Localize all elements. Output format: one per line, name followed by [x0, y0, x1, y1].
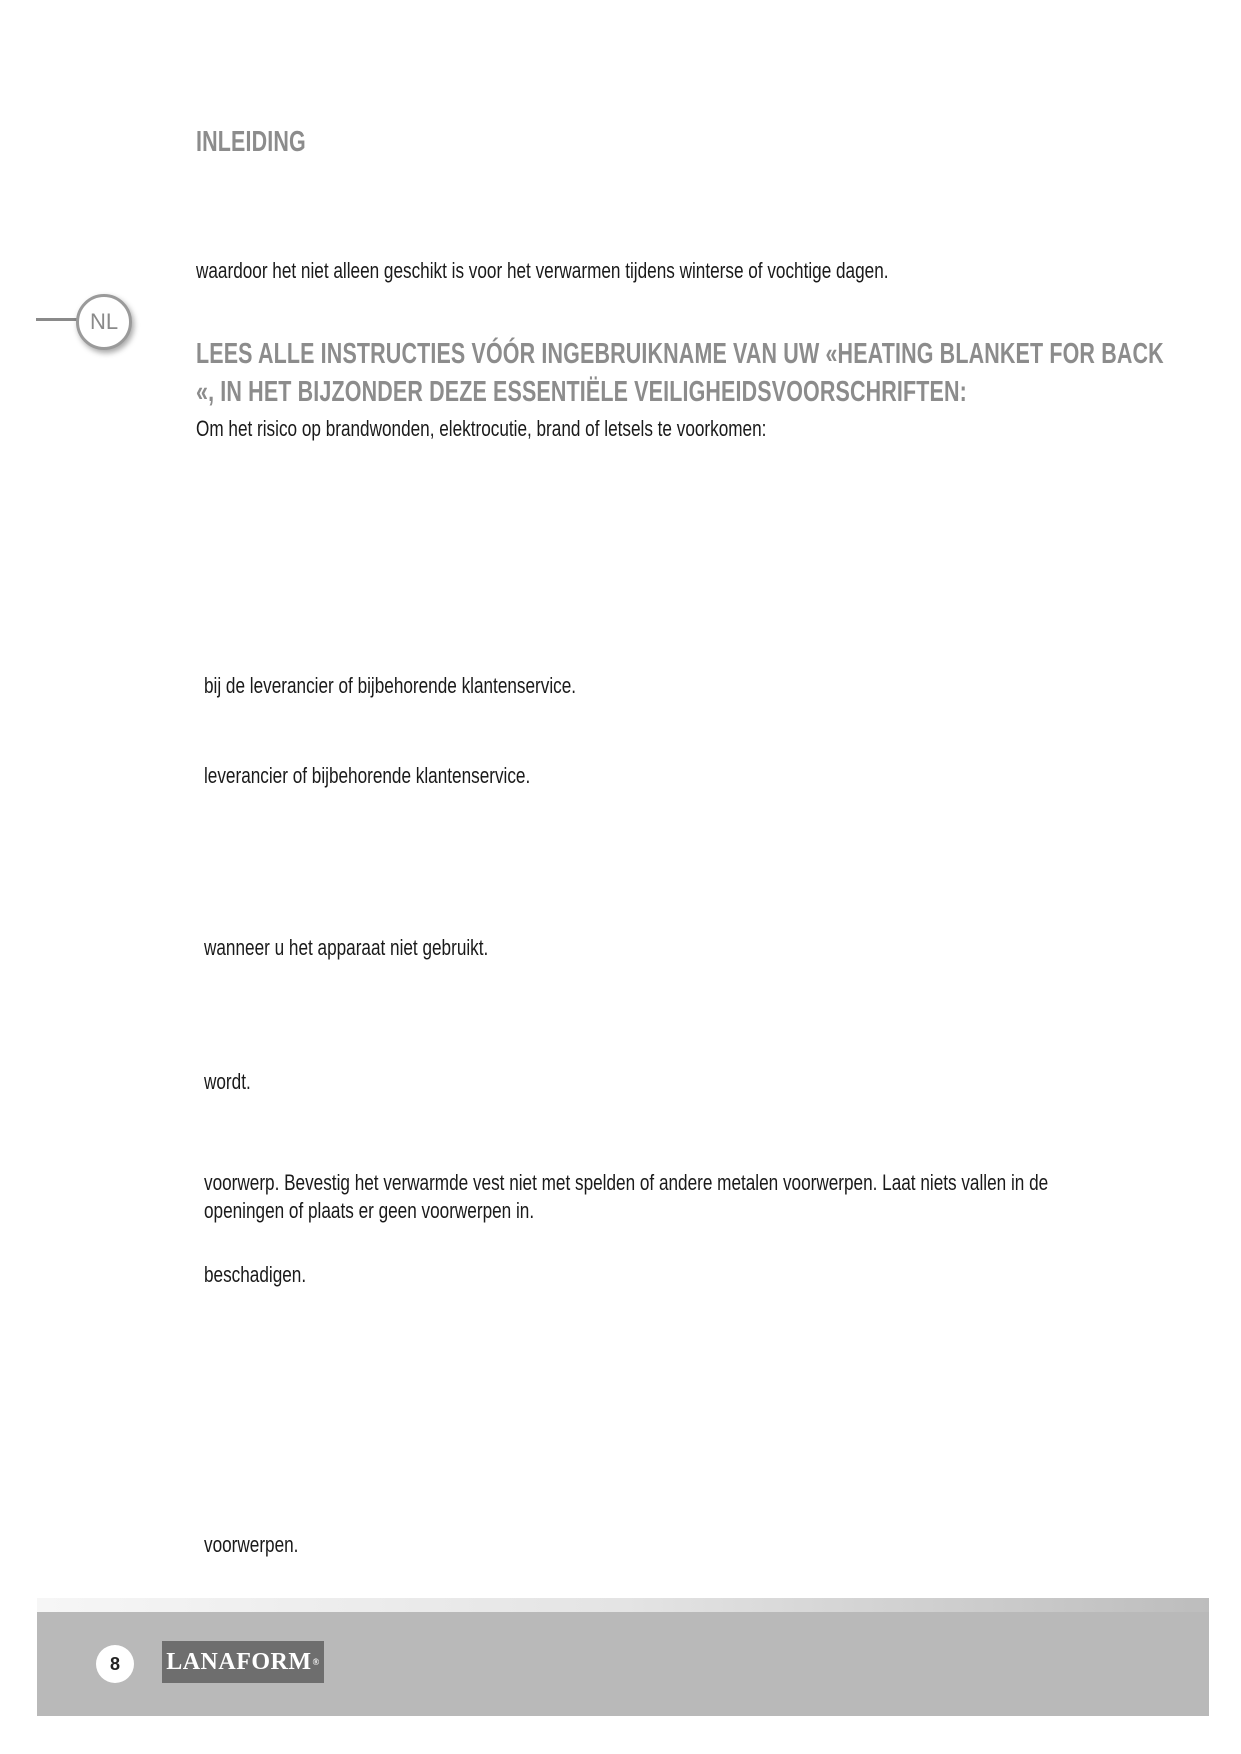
instruction-fragment-3: wanneer u het apparaat niet gebruikt.	[204, 935, 489, 960]
instruction-fragment-5-line-1: voorwerp. Bevestig het verwarmde vest niet met spelden of andere metalen voorwerpen. Laat niets vallen in de	[204, 1170, 1049, 1195]
instruction-fragment-2: leverancier of bijbehorende klantenservice.	[204, 763, 531, 788]
instruction-fragment-4: wordt.	[204, 1069, 251, 1094]
language-marker-line	[36, 318, 78, 321]
page-number: 8	[96, 1645, 134, 1683]
safety-heading-line-1: LEES ALLE INSTRUCTIES VÓÓR INGEBRUIKNAME VAN UW «HEATING BLANKET FOR BACK	[196, 338, 1164, 370]
section-heading-intro: INLEIDING	[196, 126, 306, 158]
intro-paragraph: waardoor het niet alleen geschikt is voor het verwarmen tijdens winterse of vochtige dagen.	[196, 258, 889, 283]
safety-heading-line-2: «, IN HET BIJZONDER DEZE ESSENTIËLE VEILIGHEIDSVOORSCHRIFTEN:	[196, 376, 967, 408]
instruction-fragment-6: beschadigen.	[204, 1262, 307, 1287]
instruction-fragment-1: bij de leverancier of bijbehorende klantenservice.	[204, 673, 577, 698]
risk-intro-text: Om het risico op brandwonden, elektrocutie, brand of letsels te voorkomen:	[196, 416, 767, 441]
instruction-fragment-5-line-2: openingen of plaats er geen voorwerpen in.	[204, 1198, 535, 1223]
brand-logo: LANAFORM ®	[162, 1641, 324, 1683]
footer-gradient-strip	[37, 1598, 1209, 1612]
language-badge: NL	[76, 294, 132, 350]
instruction-fragment-7: voorwerpen.	[204, 1532, 299, 1557]
